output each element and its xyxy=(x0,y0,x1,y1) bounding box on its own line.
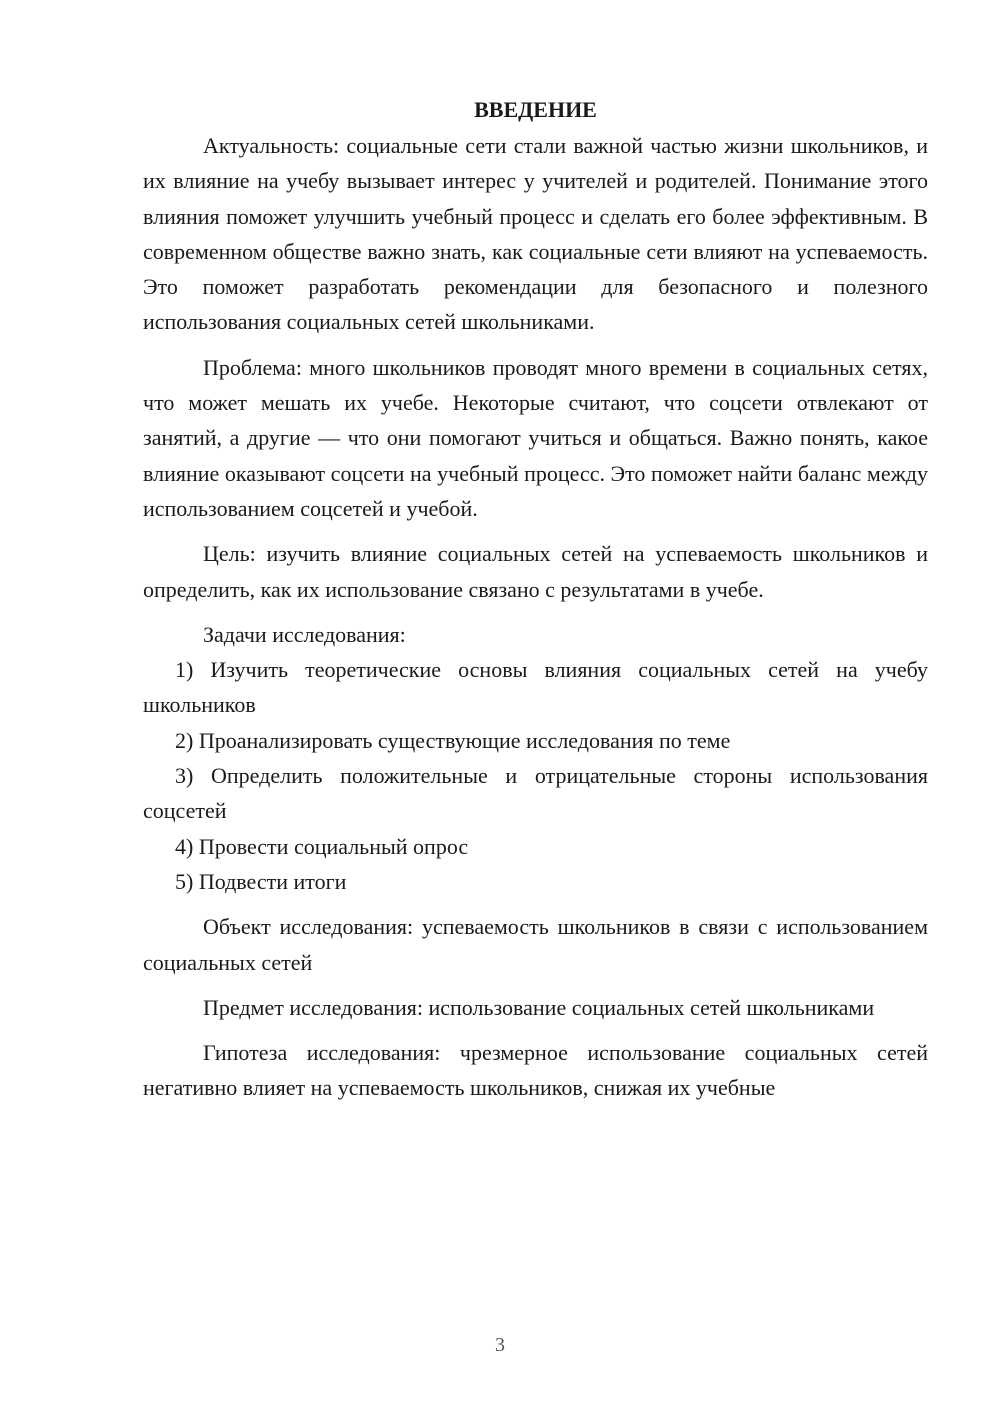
task-item-2: 2) Проанализировать существующие исследования по теме xyxy=(175,727,731,753)
relevance-paragraph: Актуальность: социальные сети стали важной частью жизни школьников, и их влияние на учебу вызывает интерес у учителей и родителей. Понимание этого влияния поможет улучшить учебный процесс и сделать его более эффективным. В современном обществе важно знать, как социальные сети влияют на успеваемость. Это поможет разработать рекомендации для безопасного и полезного использования социальных сетей школьниками. xyxy=(143,133,928,335)
task-item-5: 5) Подвести итоги xyxy=(175,868,347,894)
document-page xyxy=(143,92,928,1106)
tasks-heading: Задачи исследования: xyxy=(203,621,406,647)
object-paragraph: Объект исследования: успеваемость школьников в связи с использованием социальных сетей xyxy=(143,914,928,975)
hypothesis-paragraph: Гипотеза исследования: чрезмерное использование социальных сетей негативно влияет на успеваемость школьников, снижая их учебные xyxy=(143,1040,928,1101)
subject-paragraph: Предмет исследования: использование социальных сетей школьниками xyxy=(203,994,875,1020)
page-number: 3 xyxy=(495,1334,505,1356)
document-title: ВВЕДЕНИЕ xyxy=(474,97,597,122)
task-item-3: 3) Определить положительные и отрицательные стороны использования соцсетей xyxy=(143,763,928,824)
task-item-4: 4) Провести социальный опрос xyxy=(175,833,469,859)
task-item-1: 1) Изучить теоретические основы влияния социальных сетей на учебу школьников xyxy=(143,657,928,718)
goal-paragraph: Цель: изучить влияние социальных сетей на успеваемость школьников и определить, как их использование связано с результатами в учебе. xyxy=(143,541,928,602)
problem-paragraph: Проблема: много школьников проводят много времени в социальных сетях, что может мешать их учебе. Некоторые считают, что соцсети отвлекают от занятий, а другие — что они помогают учиться и общаться. Важно понять, какое влияние оказывают соцсети на учебный процесс. Это поможет найти баланс между использованием соцсетей и учебой. xyxy=(143,354,928,521)
